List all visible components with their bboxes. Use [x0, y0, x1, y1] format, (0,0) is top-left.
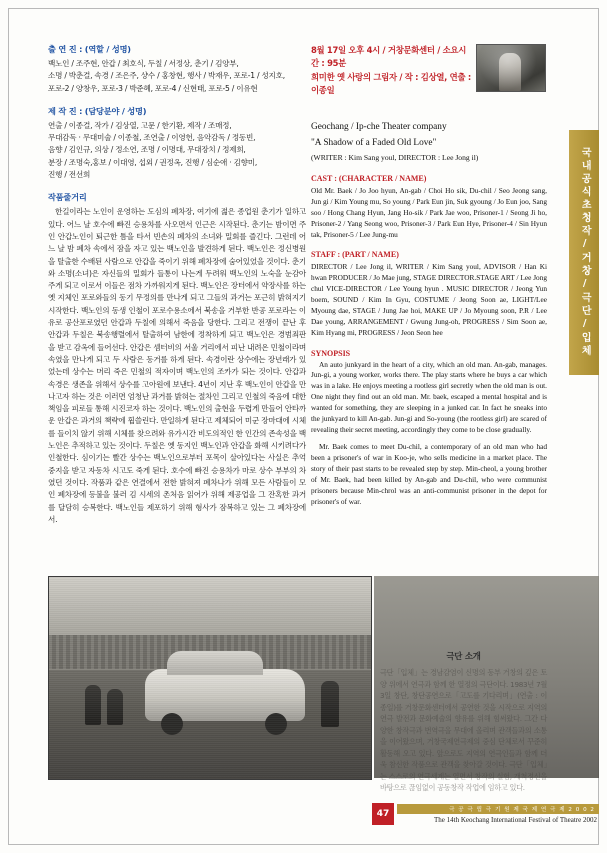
synopsis-body-english [311, 360, 547, 508]
left-column [48, 44, 306, 537]
cast-line-1: 백노인 / 조주현, 안갑 / 최호식, 두칠 / 서정상, 춘기 / 김양부, [48, 59, 239, 68]
synopsis-heading-english: SYNOPSIS [311, 348, 351, 358]
cast-line-2: 소명 / 박춘걸, 속경 / 조은주, 샹수 / 홍창현, 행사 / 박재우, 포로-1 / 성지호, [48, 71, 285, 81]
company-intro-heading: 극단 소개 [446, 651, 481, 661]
cast-heading-english: CAST : (CHARACTER / NAME) [311, 173, 427, 183]
cast-line-3: 포로-2 / 양창우, 포로-3 / 박준혜, 포로-4 / 신현태, 포로-5 / 이유현 [48, 83, 258, 93]
footer-english-line: The 14th Keochang International Festival of Theatre 2002 [434, 815, 597, 824]
staff-section-korean [48, 106, 306, 181]
company-name-english: Geochang / Ip-che Theater company [311, 121, 447, 132]
staff-heading-english: STAFF : (PART / NAME) [311, 249, 399, 259]
banner-title-korean: 희미한 옛 사랑의 그림자 / 작 : 김상열, 연출 : 이종일 [311, 71, 471, 96]
staff-line-5: 진행 / 전선희 [48, 170, 91, 180]
synopsis-heading-korean: 작품줄거리 [48, 192, 87, 203]
cast-section-korean [48, 44, 306, 95]
cast-heading-korean: 출 연 진 : (역할 / 성명) [48, 44, 131, 54]
staff-line-4: 분장 / 조명숙,홍보 / 이대영, 섭외 / 권정옥, 진행 / 심순애 · 김향미, [48, 157, 257, 167]
page-footer [372, 800, 599, 827]
staff-body-english: DIRECTOR / Lee Jong il, WRITER / Kim Sang youl, ADVISOR / Han Ki hwan PRODUCER / Jo Mae jung, STAGE DIRECTOR.STAGE ART / Lee Jong chul VICE-DIRECTOR / Lee Young hyun . MUSIC DIRECTOR / Jeong Yun boem, SOUND / Kim In Gyu, COSTUME / Jeong Soon ae, LIGHT/Lee Myoung dae, STAGE / Jung Jae hoi, MAKE UP / Jo Myoung soon, P.R / Lee Dae young, ARRANGEMENT / Gwung Jung-oh, PROGRESS / Sim Soon ae, Kim Hyang mi, PROGRESS / Jeon Seon hee [311, 261, 547, 338]
footer-text [397, 804, 599, 824]
company-intro [380, 650, 547, 794]
photo-grain [49, 577, 371, 779]
synopsis-body-korean: 한길이라는 노인이 운영하는 도심의 폐차장, 여기에 젊은 종업원 춘기가 일하고 있다. 어느 날 호수에 빠진 승용차를 사오면서 인근은 시작된다. 춘기는 밤이면 주인 안갑노인이 퇴근한 틈을 타서 빈손의 폐차의 소녀와 밀회를 즐긴다. 그런데 어느 날 밤 폐차 속에서 잠을 자고 있는 백노인을 발견하게 된다. 백노인은 정신병원을 탈출한 수배된 사람으로 안갑을 죽이기 위해 폐차장에 숨어있었을 것이다. 춘기와 소명(소녀)은 자신들의 밀회가 들통이 나는게 두려워 백노인의 노숙을 눈감아주게 되고 이로서 이들은 점차 가까워지게 된다. 백노인은 장터에서 약장사를 하는 옛 지체인 포로와들의 동기 무정의를 만나게 되고 그들의 과거는 포근히 밝혀지기 시작한다. 백노인의 동생 인철이 포로수용소에서 북송을 거부한 반공 포로라는 이유로 공산포로였던 안갑과 두칠에 의해서 죽음을 당한다. 그리고 전쟁이 끝난 후 안갑과 두칠은 북송행렬에서 탈출하여 남한에 정착하게 되고 백노인은 경범죄판을 받고 감옥에 들어선다. 안갑은 셈터비의 서울 거리에서 피난 내려온 민철이라며 속였을 만나게 되고 두 사람은 동거를 하게 된다. 속경이란 상수에는 장년래가 있었는데 상수는 머리 죽은 민철의 적자이며 백노인의 조카가 되는 것이다. 안갑과 속경은 생존을 위해서 상수를 고아원에 보낸다. 4년이 지난 후 백노인이 안갑을 만나고자 하는 것은 이러면 엄청난 과거를 밝혀는 절차인 그리고 인철의 죽음에 대한 책임을 피로들 통해 시진코자 하는 것이다. 백노인의 출현을 두렵게 만들어 안타까운 안갑은 과거의 책략에 휩쓸린다. 만일하게 된다고 제체되어 미군 장마대에 시체를 들이치 않기 위해 시체를 찾으려와 유가시간 비도의적인 한 인간의 존속성을 백노인은 추적하고 있는 것이다. 두칠은 옛 동지인 백노인과 안갑을 화해 시키려다가 인철한다. 심이기는 빨간 상수는 백노인으로부터 포목이 살아있다는 사실은 추억 중지을 받고 자동차 시고도 죽게 된다. 호수에 빠진 승용차가 마로 상수 부부의 차였던 것이다. 작품과 같은 연결에서 전한 밝혀져 폐차나가 위해 모든 사람들이 모인 폐차장에 등불을 불러 김 시세의 촌처음 읽어가 위해 제공업을 그 잔혹한 과거를 달담히 승복한다. 백노인들 제포하기 위해 형사가 잠복하고 있는 그 폐차장에서. [48, 207, 306, 524]
cast-body-english: Old Mr. Baek / Jo Joo hyun, An-gab / Choi Ho sik, Du-chil / Seo Jeong sang, Jun gi / Kim Young mu, So young / Park Eun jin, Suk gyoung / Jo Eun joo, Sang soo / Hong Chang Hyun, Jang Ho-sik / Park Jae woo, Prisoner-1 / Seong Ji ho, Prisoner-2 / Yang Seong woo, Prisoner-3 / Park Eun Hye, Prisoner-4 / Sin Hyun tak, Prisoner-5 / Lee Jung-mu [311, 185, 547, 239]
synopsis-paragraph-2: Mr. Baek comes to meet Du-chil, a contemporary of an old man who had been a prisoner's of war in Koo-je, who sells medicine in a market place. The story of their past starts to be revealed step by step. Min-cheol, a young brother of Mr. Baek, had been killed by An-gab and Du-chil, who were communist prisoners because Min-chrol was an anti-communist prisoner in the depot for prisoner's of war. [311, 442, 547, 506]
banner-text [311, 44, 471, 98]
footer-korean-line: 극 공 극 립 극 기 원 제 국 제 연 극 제 2 0 0 2 [397, 804, 599, 814]
performance-banner [311, 44, 547, 98]
right-column [311, 44, 547, 518]
page-number: 47 [372, 803, 394, 825]
english-block [311, 120, 547, 508]
play-title-english: "A Shadow of a Faded Old Love" [311, 138, 437, 149]
production-photo [48, 576, 372, 780]
actor-photo [476, 44, 546, 92]
photo-light [477, 45, 545, 91]
staff-line-1: 연출 / 이종걸, 작가 / 김상열, 고문 / 한기환, 제작 / 조매정, [48, 120, 232, 130]
staff-line-3: 음향 / 김인규, 의상 / 정소연, 조명 / 이명대, 무대장치 / 정제희, [48, 145, 246, 155]
section-tab-label: 국내공식초청작/거창/극단/입체 [579, 147, 591, 358]
staff-heading-korean: 제 작 진 : (담당분야 / 성명) [48, 105, 147, 116]
synopsis-section-korean [48, 192, 306, 526]
banner-schedule: 8월 17일 오후 4시 / 거창문화센터 / 소요시간 : 95분 [311, 45, 466, 69]
writer-director-english: (WRITER : Kim Sang youl, DIRECTOR : Lee Jong il) [311, 152, 479, 162]
company-intro-body: 극단「입체」는 경남감염이 신명의 동부 거창의 깊은 토양 위에서 연극과 함께 한 열정의 극단이다. 1983년 7월 3일 창단, 창단공연으로「고도를 기다리며」(연출 : 이종일)를 거창문화센터에서 공연한 것을 시작으로 지역의 연극 발전과 문화예술의 향유를 위해 힘써왔다. 그간 다양한 창작극과 번역극을 무대에 올리며 관객들과의 소통을 이어왔으며, 거창국제연극제의 중심 단체로서 꾸준히 활동해 오고 있다. 앞으로도 지역의 연극인들과 함께 더욱 참신한 작품으로 관객을 찾아갈 것이다. 극단「입체」는 스스로의 연극세계는 열면서 창작의 실험, 개척정신을 바탕으로 끊임없이 공동창작 작업에 임하고 있다. [380, 668, 547, 793]
section-tab-vertical [569, 130, 599, 375]
staff-line-2: 무대감독 · 무대미술 / 이종철, 조연출 / 이영헌, 음악감독 / 정동빈, [48, 133, 256, 143]
synopsis-paragraph-1: An auto junkyard in the heart of a city, which an old man. An-gab, manages. Jun-gi, a young worker, works there. The play starts where he buys a car which was in a lake. He enjoys meeting a rootless girl secretly when the old man is out. One night they find out an old man. Mr. baek, escaped a mental hospital and is wanted for something, they are sleeping in a junked car. In fact he sneaks into the junkyard to kill An-gab. Jun-gi and So-young (the rootless girl) are scared of revealing their secret meeting, accordingly they come to be close gradually. [311, 359, 547, 435]
